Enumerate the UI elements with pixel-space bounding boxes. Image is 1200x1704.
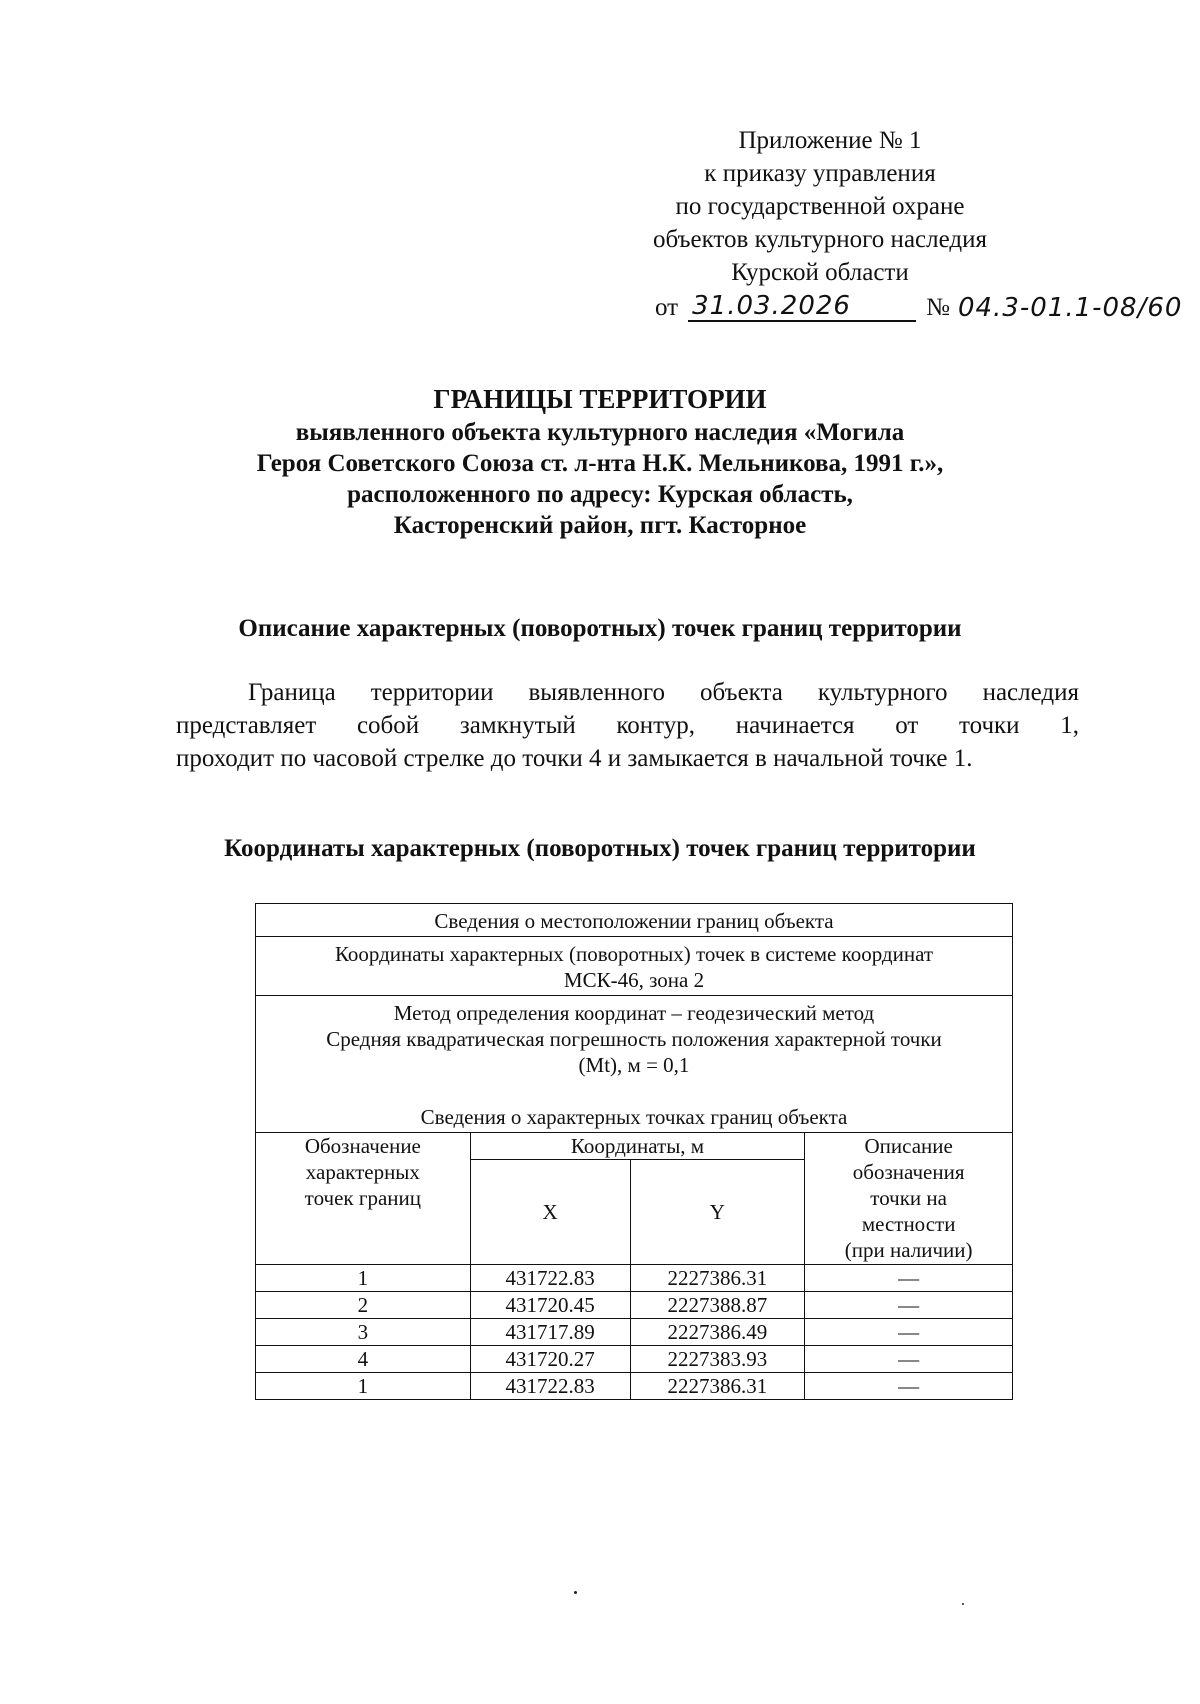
header-line: Обозначение <box>304 1134 421 1158</box>
scan-speck <box>962 1603 964 1605</box>
table-row <box>256 1346 1013 1373</box>
handwritten-date: 31.03.2026 <box>688 292 916 322</box>
cell-point: 1 <box>256 1265 471 1292</box>
header-line: характерных <box>305 1160 420 1184</box>
cell-desc: — <box>805 1373 1013 1400</box>
header-line: обозначения <box>852 1160 965 1184</box>
cell-y: 2227386.31 <box>630 1373 805 1400</box>
cell-y: 2227388.87 <box>630 1292 805 1319</box>
cell-desc: — <box>805 1265 1013 1292</box>
title-line: расположенного по адресу: Курская область, <box>347 481 853 508</box>
coordinates-table <box>255 903 1013 1400</box>
table-row <box>256 1319 1013 1346</box>
handwritten-number: 04.3-01.1-08/60 <box>957 293 1183 323</box>
title-line: Героя Советского Союза ст. л-нта Н.К. Мельникова, 1991 г.», <box>256 450 944 477</box>
cell-x: 431722.83 <box>470 1373 630 1400</box>
appendix-line: объектов культурного наследия <box>653 226 987 253</box>
cell-x: 431722.83 <box>470 1265 630 1292</box>
date-prefix: от <box>655 294 679 321</box>
paragraph-line: проходит по часовой стрелке до точки 4 и замыкается в начальной точке 1. <box>176 745 973 772</box>
table-text-line: Метод определения координат – геодезический метод <box>393 1001 875 1025</box>
title-main: ГРАНИЦЫ ТЕРРИТОРИИ <box>433 384 767 414</box>
paragraph-line: представляет собой замкнутый контур, начинается от точки 1, <box>176 712 1079 739</box>
header-line: местности <box>861 1212 956 1236</box>
boundary-description-paragraph <box>176 676 1079 775</box>
table-cell-system <box>256 937 1013 996</box>
table-text-line: (Mt), м = 0,1 <box>578 1053 690 1077</box>
appendix-line: к приказу управления <box>704 160 936 187</box>
table-cell-location: Сведения о местоположении границ объекта <box>256 904 1013 937</box>
appendix-line: Курской области <box>731 259 909 286</box>
cell-y: 2227386.31 <box>630 1265 805 1292</box>
header-coordinates: Координаты, м <box>470 1133 805 1160</box>
header-designation <box>256 1133 471 1265</box>
header-line: точки на <box>870 1186 947 1210</box>
table-text-line: МСК-46, зона 2 <box>563 968 705 992</box>
table-cell-method <box>256 996 1013 1133</box>
table-row <box>256 1265 1013 1292</box>
cell-x: 431720.45 <box>470 1292 630 1319</box>
table-row <box>256 1292 1013 1319</box>
header-line: точек границ <box>304 1186 422 1210</box>
header-line: Описание <box>864 1134 953 1158</box>
table-text-line: Координаты характерных (поворотных) точек в системе координат <box>334 942 934 966</box>
cell-desc: — <box>805 1292 1013 1319</box>
cell-point: 4 <box>256 1346 471 1373</box>
cell-desc: — <box>805 1346 1013 1373</box>
cell-desc: — <box>805 1319 1013 1346</box>
scan-speck <box>574 1591 577 1594</box>
cell-y: 2227383.93 <box>630 1346 805 1373</box>
section-heading-coordinates: Координаты характерных (поворотных) точек границ территории <box>224 835 976 862</box>
header-x: X <box>470 1160 630 1265</box>
document-title <box>100 384 1100 541</box>
cell-y: 2227386.49 <box>630 1319 805 1346</box>
table-text-line: Средняя квадратическая погрешность положения характерной точки <box>326 1027 942 1051</box>
table-row <box>256 1373 1013 1400</box>
appendix-line: по государственной охране <box>675 193 965 220</box>
header-description <box>805 1133 1013 1265</box>
table-text-line: Сведения о характерных точках границ объекта <box>420 1105 848 1129</box>
appendix-line: Приложение № 1 <box>738 127 922 154</box>
header-y: Y <box>630 1160 805 1265</box>
number-prefix: № <box>926 294 950 321</box>
appendix-header <box>600 124 1080 289</box>
title-line: Касторенский район, пгт. Касторное <box>393 512 807 539</box>
cell-x: 431717.89 <box>470 1319 630 1346</box>
cell-point: 3 <box>256 1319 471 1346</box>
cell-x: 431720.27 <box>470 1346 630 1373</box>
cell-point: 2 <box>256 1292 471 1319</box>
cell-point: 1 <box>256 1373 471 1400</box>
title-line: выявленного объекта культурного наследия «Могила <box>295 419 905 446</box>
paragraph-line: Граница территории выявленного объекта культурного наследия <box>248 679 1079 706</box>
order-date-number <box>655 291 1183 323</box>
header-line: (при наличии) <box>844 1238 973 1262</box>
section-heading-description: Описание характерных (поворотных) точек границ территории <box>238 615 962 642</box>
